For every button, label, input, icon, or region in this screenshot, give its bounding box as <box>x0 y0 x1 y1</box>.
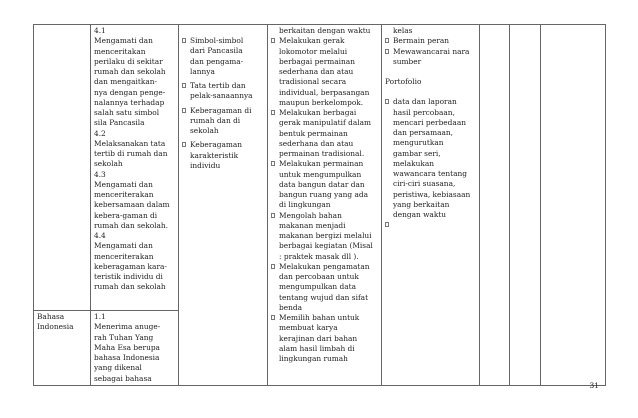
topic-line: Keberagaman <box>190 140 243 150</box>
list-item <box>182 106 264 137</box>
list-item <box>182 36 264 77</box>
list-item: Mengolah bahan <box>271 211 378 221</box>
list-item: dan persamaan, <box>393 128 454 137</box>
list-item: kelas <box>393 26 413 35</box>
list-item: sumber <box>393 56 422 66</box>
assessment-list <box>385 26 476 67</box>
list-item: lokomotor melalui <box>279 46 348 56</box>
competency-cell <box>91 25 179 311</box>
topic-line: Keberagaman di <box>190 105 252 115</box>
list-item: untuk mengumpulkan <box>279 169 362 179</box>
competency-line: bahasa Indonesia <box>94 353 160 362</box>
competency-line: 4.2 <box>94 128 106 138</box>
list-item: permainan tradisional. <box>279 149 365 158</box>
subject-cell <box>34 311 91 386</box>
list-item: makanan bergizi melalui <box>279 231 372 240</box>
list-item: tradisional secara <box>279 77 347 87</box>
list-item: makanan menjadi <box>279 220 346 230</box>
topic-line: lannya <box>190 66 215 76</box>
list-item: hasil percobaan, <box>393 107 455 117</box>
list-item <box>182 81 264 102</box>
list-item: alam hasil limbah di <box>279 343 355 353</box>
list-item: di lingkungan <box>279 200 331 210</box>
competency-line: perilaku di sekitar <box>94 56 163 66</box>
list-item: bentuk permainan <box>279 128 348 138</box>
competency-line: menceriterakan <box>94 190 154 199</box>
list-item: benda <box>279 302 303 312</box>
portfolio-list <box>385 97 476 220</box>
list-item: data dan laporan <box>385 97 476 107</box>
competency-line: 4.3 <box>94 169 106 179</box>
list-item: tentang wujud dan sifat <box>279 292 369 302</box>
subject-name: Indonesia <box>37 322 74 332</box>
list-item: bangun ruang yang ada <box>279 190 369 199</box>
competency-line: 4.1 <box>94 26 106 35</box>
list-item: ciri-ciri suasana, <box>393 179 456 189</box>
competency-line: rumah dan sekolah. <box>94 220 169 230</box>
competency-line: menceritakan <box>94 46 146 56</box>
list-item: maupun berkelompok. <box>279 97 364 107</box>
subject-cell <box>34 25 91 311</box>
competency-line: rah Tuhan Yang <box>94 332 154 342</box>
notes-cell <box>541 25 606 386</box>
source-cell <box>510 25 541 386</box>
competency-line: dan mengaitkan- <box>94 77 158 87</box>
competency-line: 4.4 <box>94 231 106 240</box>
table-row <box>34 25 606 311</box>
list-item: mengurutkan <box>393 138 444 148</box>
competency-line: keberagaman kara- <box>94 261 167 271</box>
competency-line: sekolah <box>94 159 123 169</box>
topic-line: Tata tertib dan <box>190 81 246 90</box>
list-item: berbagai kegiatan (Misal <box>279 241 373 251</box>
topic-line: dan pengama- <box>190 56 244 66</box>
list-item: peristiwa, kebiasaan <box>393 189 471 199</box>
list-item: kerajinan dari bahan <box>279 333 358 343</box>
topic-line: dari Pancasila <box>190 46 243 56</box>
list-item: Mewawancarai nara <box>385 47 476 57</box>
list-item <box>182 140 264 171</box>
competency-line: rumah dan sekolah <box>94 282 166 292</box>
competency-line: Maha Esa berupa <box>94 342 160 352</box>
activity-cell <box>268 25 382 386</box>
list-item: lingkungan rumah <box>279 354 348 363</box>
activity-list <box>271 26 378 364</box>
competency-line: menceriterakan <box>94 251 154 261</box>
list-item: gerak manipulatif dalam <box>279 118 372 128</box>
list-item: Melakukan berbagai <box>271 108 378 118</box>
competency-line: sebagai bahasa <box>94 373 152 383</box>
list-item: Melakukan pengamatan <box>271 262 378 272</box>
competency-line: Mengamati dan <box>94 36 153 46</box>
topic-line: rumah dan di <box>190 115 241 125</box>
competency-line: tertib di rumah dan <box>94 149 168 158</box>
list-item: berkaitan dengan waktu <box>279 26 371 35</box>
competency-line: Menerima anuge- <box>94 322 161 332</box>
assessment-cell <box>382 25 480 386</box>
list-item: Melakukan gerak <box>271 36 378 46</box>
list-item: dengan waktu <box>393 210 447 219</box>
portfolio-label: Portofolio <box>385 77 422 86</box>
list-item: melakukan <box>393 158 435 168</box>
topic-cell <box>179 25 268 386</box>
competency-line: kebersamaan dalam <box>94 200 170 210</box>
syllabus-table <box>33 24 606 386</box>
time-allocation-cell <box>480 25 510 386</box>
topic-list <box>182 36 264 171</box>
list-item: dan percobaan untuk <box>279 272 359 281</box>
competency-line: nya dengan penge- <box>94 87 166 97</box>
list-item: yang berkaitan <box>393 199 450 209</box>
list-item: data bangun datar dan <box>279 179 365 189</box>
topic-line: individu <box>190 160 221 170</box>
competency-line: salah satu simbol <box>94 108 160 117</box>
topic-line: Simbol-simbol <box>190 36 244 45</box>
topic-line: karakteristik <box>190 150 239 160</box>
competency-line: Mengamati dan <box>94 179 153 189</box>
competency-line: yang dikenal <box>94 363 142 373</box>
competency-line: teristik individu di <box>94 272 163 281</box>
page-number: 31 <box>589 381 599 390</box>
list-item: sederhana dan atau <box>279 67 354 76</box>
list-item: Memilih bahan untuk <box>271 313 378 323</box>
list-item: membuat karya <box>279 323 338 333</box>
competency-line: sila Pancasila <box>94 118 145 128</box>
competency-line: nalannya terhadap <box>94 97 165 107</box>
list-item: sederhana dan atau <box>279 138 354 148</box>
list-item: individual, berpasangan <box>279 87 370 97</box>
list-item: wawancara tentang <box>393 169 468 178</box>
competency-line: 1.1 <box>94 312 106 321</box>
competency-line: Melaksanakan tata <box>94 138 166 148</box>
list-item: berbagai permainan <box>279 56 355 66</box>
topic-line: pelak-sanaannya <box>190 91 253 101</box>
competency-line: kebera-gaman di <box>94 210 158 220</box>
subject-name: Bahasa <box>37 312 65 321</box>
topic-line: sekolah <box>190 126 219 135</box>
competency-cell <box>91 311 179 386</box>
list-item: mengumpulkan data <box>279 282 357 292</box>
list-item: mencari perbedaan <box>393 117 466 127</box>
competency-line: rumah dan sekolah <box>94 67 166 76</box>
competency-line: Mengamati dan <box>94 241 153 251</box>
list-item: : praktek masak dll ). <box>279 251 359 261</box>
list-item: gambar seri, <box>393 148 441 158</box>
list-item: Bermain peran <box>385 36 476 46</box>
list-item: Melakukan permainan <box>271 159 378 169</box>
